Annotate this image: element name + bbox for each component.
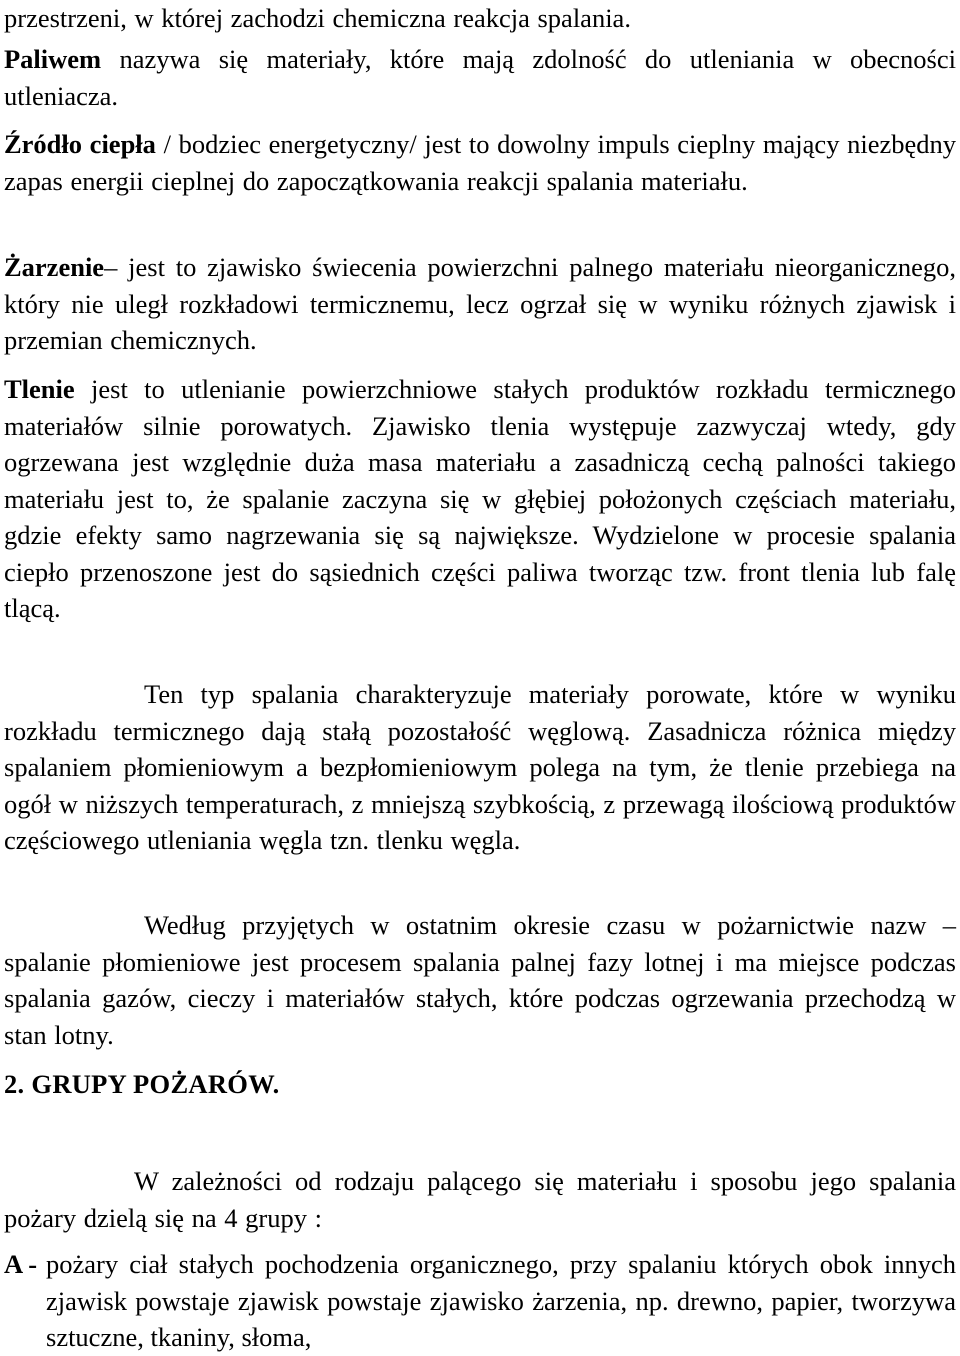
paragraph-smoldering-definition bbox=[4, 371, 956, 627]
paragraph-text: W zależności od rodzaju palącego się materiału i sposobu jego spalania pożary dzielą się na 4 grupy : bbox=[4, 1166, 956, 1233]
term-heat-source: Źródło ciepła bbox=[4, 129, 156, 159]
paragraph-text: Według przyjętych w ostatnim okresie czasu w pożarnictwie nazw – spalanie płomieniowe jest procesem spalania palnej fazy lotnej i ma miejsce podczas spalania gazów, cieczy i materiałów stałych, które podczas ogrzewania przechodzą w stan lotny. bbox=[4, 910, 956, 1050]
paragraph-text: Ten typ spalania charakteryzuje materiały porowate, które w wyniku rozkładu termicznego dają stałą pozostałość węglową. Zasadnicza różnica między spalaniem płomieniowym a bezpłomieniowym polega na tym, że tlenie przebiega na ogół w niższych temperaturach, z mniejszą szybkością, z przewagą ilościową produktów częściowego utleniania węgla tzn. tlenku węgla. bbox=[4, 679, 956, 855]
paragraph-glowing-definition bbox=[4, 249, 956, 359]
paragraph-heat-source-definition bbox=[4, 126, 956, 199]
paragraph-text: jest to utlenianie powierzchniowe stałych produktów rozkładu termicznego materiałów silnie porowatych. Zjawisko tlenia występuje zazwyczaj wtedy, gdy ogrzewana jest względnie duża masa materiału a zasadniczą cechą palności takiego materiału jest to, że spalanie zaczyna się w głębiej położonych częściach materiału, gdzie efekty samo nagrzewania się są największe. Wydzielone w procesie spalania ciepło przenoszone jest do sąsiednich części paliwa tworząc tzw. front tlenia lub falę tlącą. bbox=[4, 374, 956, 623]
group-list-item-a bbox=[4, 1246, 956, 1356]
list-marker: A - bbox=[4, 1249, 38, 1279]
paragraph-combustion-space bbox=[4, 0, 956, 37]
term-fuel: Paliwem bbox=[4, 44, 102, 74]
paragraph-text: / bodziec energetyczny/ jest to dowolny impuls cieplny mający niezbędny zapas energii cieplnej do zapoczątkowania reakcji spalania materiału. bbox=[4, 129, 956, 196]
list-item-text: pożary ciał stałych pochodzenia organicznego, przy spalaniu których obok innych zjawisk powstaje zjawisk powstaje zjawisko żarzenia, np. drewno, papier, tworzywa sztuczne, tkaniny, słoma, bbox=[46, 1249, 956, 1352]
term-glowing: Żarzenie bbox=[4, 252, 105, 282]
paragraph-porous-materials bbox=[4, 676, 956, 859]
paragraph-fuel-definition bbox=[4, 41, 956, 114]
paragraph-text: nazywa się materiały, które mają zdolność do utleniania w obecności utleniacza. bbox=[4, 44, 956, 111]
section-heading: 2. GRUPY POŻARÓW. bbox=[4, 1069, 280, 1099]
paragraph-flame-combustion bbox=[4, 907, 956, 1053]
term-smoldering: Tlenie bbox=[4, 374, 75, 404]
paragraph-text: – jest to zjawisko świecenia powierzchni palnego materiału nieorganicznego, który nie uległ rozkładowi termicznemu, lecz ogrzał się w wyniku różnych zjawisk i przemian chemicznych. bbox=[4, 252, 956, 355]
paragraph-text: przestrzeni, w której zachodzi chemiczna reakcja spalania. bbox=[4, 3, 631, 33]
paragraph-groups-intro bbox=[4, 1163, 956, 1236]
